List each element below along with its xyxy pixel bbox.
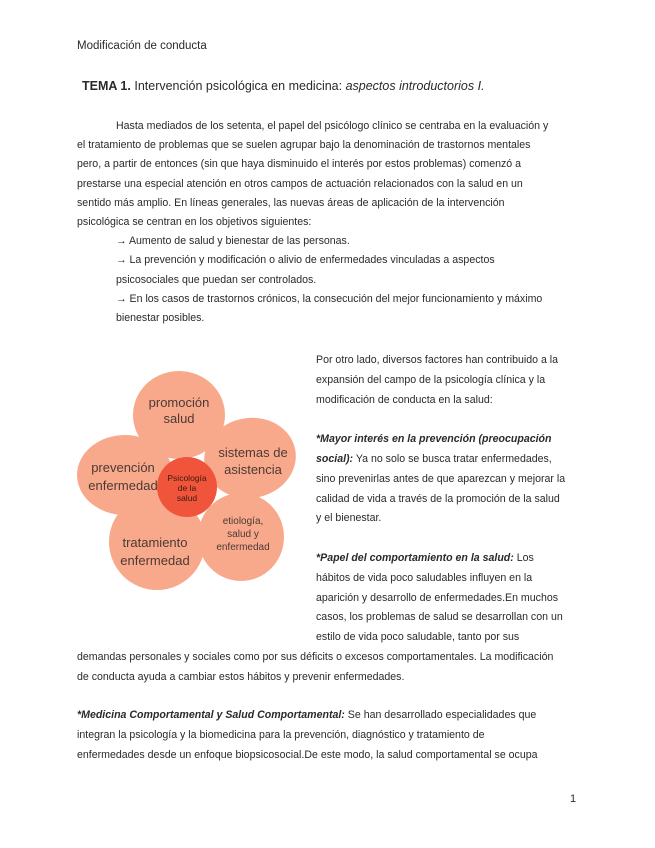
behavioral-medicine-heading: *Medicina Comportamental y Salud Comportamental: — [77, 709, 345, 721]
objective-bullet: → La prevención y modificación o alivio de enfermedades vinculadas a aspectos — [116, 254, 495, 267]
intro-line: psicológica se centran en los objetivos siguientes: — [77, 216, 312, 229]
continuation-line: demandas personales y sociales como por sus déficits o excesos comportamentales. La modificación — [77, 651, 554, 663]
right-intro-line: Por otro lado, diversos factores han contribuido a la — [316, 354, 559, 366]
intro-line: pero, a partir de entonces (sin que haya disminuido el interés por estos problemas) comenzó a — [77, 158, 522, 171]
behavioral-medicine-line: enfermedades desde un enfoque biopsicosocial.De este modo, la salud comportamental se ocupa — [77, 748, 538, 761]
petal-right-line1: sistemas de — [218, 445, 288, 460]
prevention-text: Ya no solo se busca tratar enfermedades, — [353, 452, 552, 465]
title-label: TEMA 1. — [82, 79, 131, 93]
right-intro-line: expansión del campo de la psicología clínica y la — [316, 373, 546, 386]
petal-left-line2: enfermedad — [88, 478, 158, 493]
behavior-line: hábitos de vida poco saludables influyen en la — [316, 571, 533, 584]
page-number: 1 — [570, 793, 577, 805]
continuation-line: de conducta ayuda a cambiar estos hábitos y prevenir enfermedades. — [77, 670, 405, 683]
intro-paragraph — [77, 117, 580, 328]
flower-center-line3: salud — [176, 493, 198, 503]
continuation-paragraph — [77, 648, 553, 688]
behavioral-medicine-paragraph — [77, 706, 538, 765]
flower-center-line1: Psicología — [167, 473, 207, 483]
behavior-heading: *Papel del comportamiento en la salud: — [316, 551, 514, 564]
behavior-line: aparición y desarrollo de enfermedades.En muchos — [316, 591, 559, 604]
petal-right-line2: asistencia — [224, 462, 282, 477]
behavior-line: casos, los problemas de salud se desarrollan con un — [316, 611, 563, 624]
prevention-line: y el bienestar. — [316, 512, 382, 525]
intro-line: el tratamiento de problemas que se suelen agrupar bajo la denominación de trastornos mentales — [77, 139, 531, 152]
title-italic: aspectos introductorios I. — [345, 79, 485, 93]
prevention-heading: *Mayor interés en la prevención (preocupación — [316, 433, 552, 446]
petal-top-line2: salud — [163, 411, 195, 426]
petal-bottom-left-line2: enfermedad — [120, 553, 190, 568]
petal-left-line1: prevención — [91, 460, 155, 475]
objective-bullet-continuation: psicosociales que puedan ser controlados. — [116, 273, 317, 286]
petal-bottom-right-line1: etiología, — [222, 516, 264, 527]
right-intro-line: modificación de conducta en la salud: — [316, 393, 493, 406]
prevention-heading-end: social): — [316, 452, 354, 465]
objective-bullet: → Aumento de salud y bienestar de las personas. — [116, 235, 350, 248]
petal-bottom-left-line1: tratamiento — [122, 535, 188, 550]
objective-bullet-continuation: bienestar posibles. — [116, 312, 205, 325]
intro-line: Hasta mediados de los setenta, el papel del psicólogo clínico se centraba en la evaluación y — [116, 120, 549, 132]
prevention-line: sino prevenirlas antes de que aparezcan y mejorar la — [316, 472, 566, 485]
right-column-text — [316, 351, 586, 648]
prevention-line: calidad de vida a través de la promoción de la salud — [316, 492, 560, 505]
behavioral-medicine-line: integran la psicología y la biomedicina para la prevención, diagnóstico y tratamiento de — [77, 728, 485, 741]
running-header: Modificación de conducta — [77, 40, 207, 52]
flower-center-line2: de la — [177, 483, 197, 493]
objective-bullet: → En los casos de trastornos crónicos, la consecución del mejor funcionamiento y máximo — [116, 292, 543, 305]
title-main: Intervención psicológica en medicina: — [134, 79, 346, 93]
intro-line: sentido más amplio. En líneas generales, las nuevas áreas de aplicación de la intervención — [77, 196, 505, 209]
section-title — [82, 79, 485, 93]
behavioral-medicine-text: Se han desarrollado especialidades que — [344, 709, 537, 721]
behavior-line: estilo de vida poco saludable, tanto por sus — [316, 631, 520, 644]
petal-top-line1: promoción — [148, 395, 210, 410]
behavior-text: Los — [513, 551, 534, 564]
health-psychology-flower-diagram — [75, 360, 305, 605]
intro-line: prestarse una especial atención en otros campos de actuación relacionados con la salud en un — [77, 177, 523, 190]
petal-bottom-right-line2: salud y — [227, 529, 259, 540]
petal-bottom-right-line3: enfermedad — [216, 542, 270, 553]
